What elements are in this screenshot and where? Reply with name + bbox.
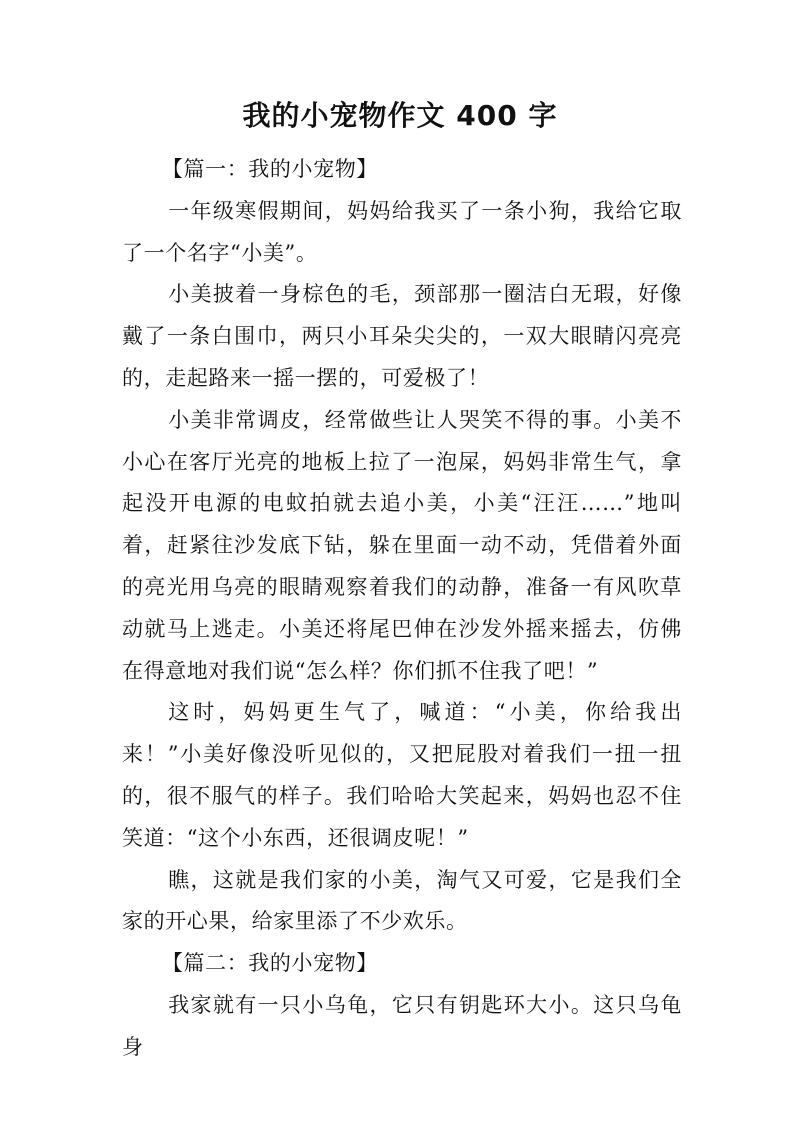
body-paragraph: 小美非常调皮，经常做些让人哭笑不得的事。小美不小心在客厅光亮的地板上拉了一泡屎，妈妈非常生气，拿起没开电源的电蚊拍就去追小美，小美“汪汪……”地叫着，赶紧往沙发底下钻，躲在里面一动不动，凭借着外面的亮光用乌亮的眼睛观察着我们的动静，准备一有风吹草动就马上逃走。小美还将尾巴伸在沙发外摇来摇去，仿佛在得意地对我们说“怎么样？你们抓不住我了吧！” bbox=[122, 407, 682, 683]
section-heading: 【篇二：我的小宠物】 bbox=[161, 951, 378, 976]
body-paragraph: 瞧，这就是我们家的小美，淘气又可爱，它是我们全家的开心果，给家里添了不少欢乐。 bbox=[122, 867, 682, 934]
body-paragraph: 小美披着一身棕色的毛，颈部那一圈洁白无瑕，好像戴了一条白围巾，两只小耳朵尖尖的，一双大眼睛闪亮亮的，走起路来一摇一摆的，可爱极了！ bbox=[122, 282, 682, 390]
document-body bbox=[122, 149, 682, 1069]
body-paragraph: 一年级寒假期间，妈妈给我买了一条小狗，我给它取了一个名字“小美”。 bbox=[122, 198, 682, 265]
body-paragraph: 这时，妈妈更生气了，喊道：“小美，你给我出来！”小美好像没听见似的，又把屁股对着我们一扭一扭的，很不服气的样子。我们哈哈大笑起来，妈妈也忍不住笑道：“这个小东西，还很调皮呢！” bbox=[122, 700, 682, 850]
section-heading: 【篇一：我的小宠物】 bbox=[161, 157, 378, 181]
document-title: 我的小宠物作文 400 字 bbox=[242, 99, 558, 132]
body-paragraph: 我家就有一只小乌龟，它只有钥匙环大小。这只乌龟身 bbox=[122, 992, 682, 1059]
